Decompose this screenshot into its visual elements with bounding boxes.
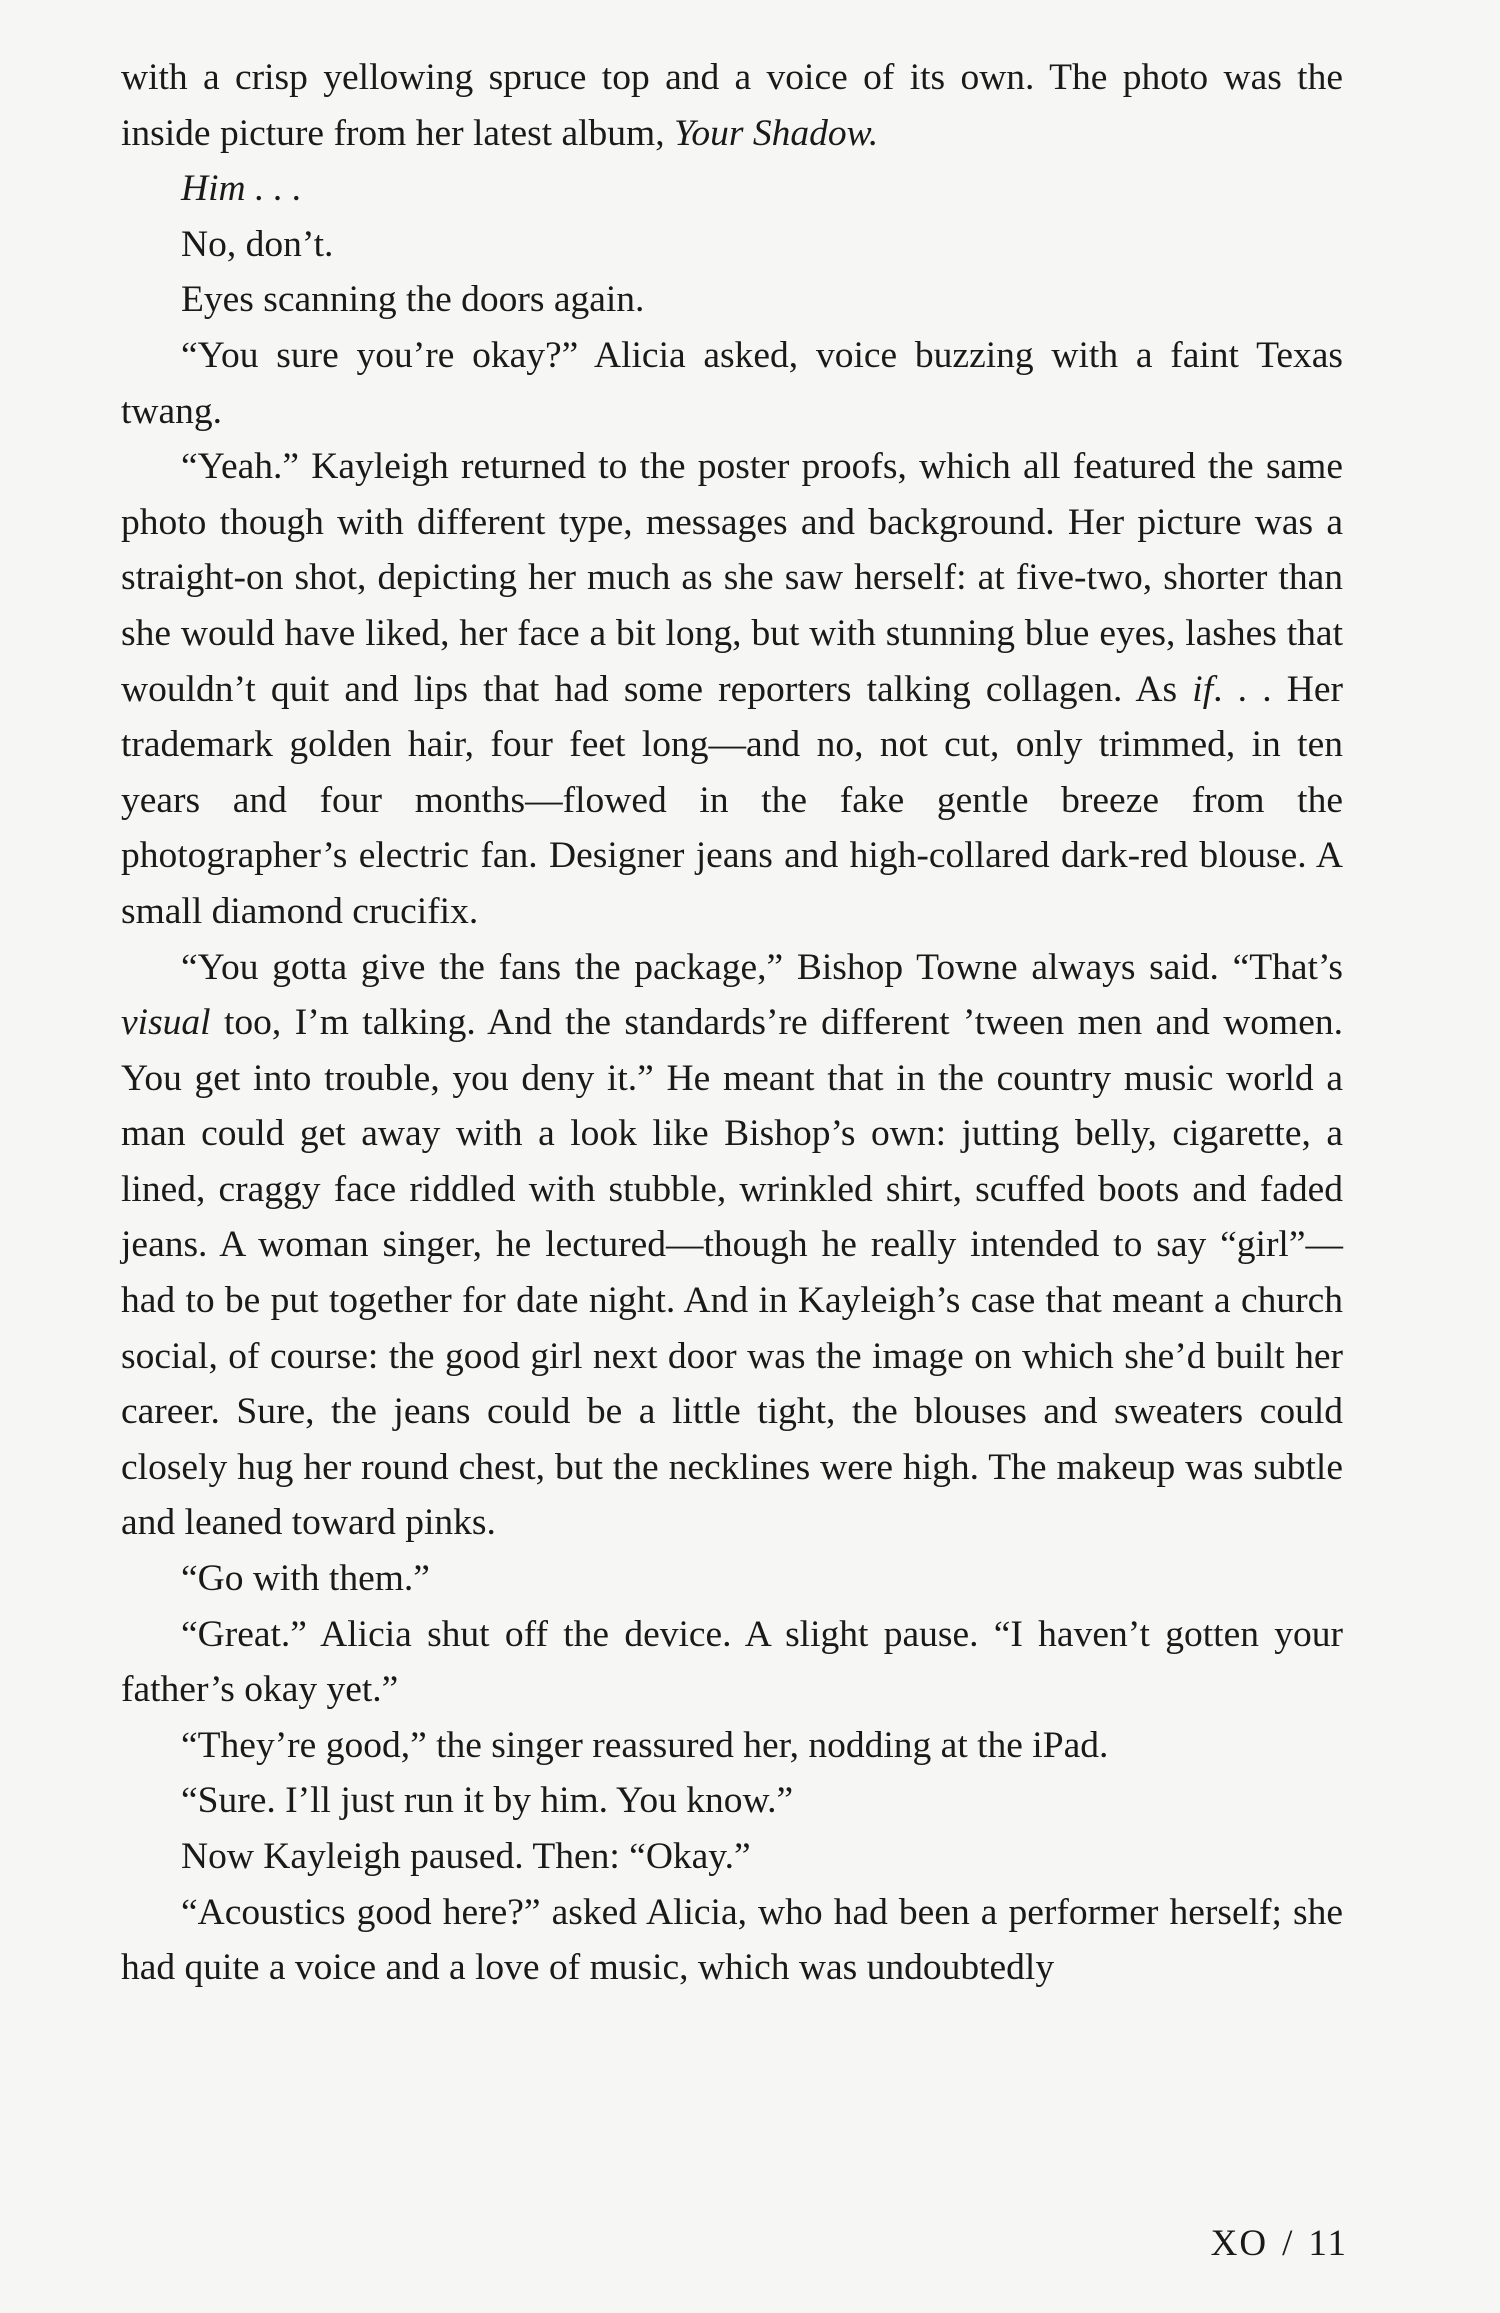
paragraph xyxy=(121,1551,1343,1607)
italic-text: Your Shadow. xyxy=(673,112,879,154)
footer-separator: / xyxy=(1282,2223,1295,2264)
text-run: “Sure. I’ll just run it by him. You know.” xyxy=(181,1780,794,1822)
italic-text: visual xyxy=(121,1002,211,1044)
paragraph xyxy=(121,217,1343,273)
text-run: too, I’m talking. And the standards’re different ’tween men and women. You get into trouble, you deny it.” He meant that in the country music world a man could get away with a look like Bishop’s own: jutting belly, cigarette, a lined, craggy face riddled with stubble, wrinkled shirt, scuffed boots and faded jeans. A woman singer, he lectured—though he really intended to say “girl”—had to be put together for date night. And in Kayleigh’s case that meant a church social, of course: the good girl next door was the image on which she’d built her career. Sure, the jeans could be a little tight, the blouses and sweaters could closely hug her round chest, but the necklines were high. The makeup was subtle and leaned toward pinks. xyxy=(121,1002,1343,1544)
paragraph xyxy=(121,1885,1343,1996)
text-run: “You sure you’re okay?” Alicia asked, voice buzzing with a faint Texas twang. xyxy=(121,334,1343,432)
running-head: XO xyxy=(1210,2223,1269,2264)
italic-text: Him . . . xyxy=(181,168,302,210)
paragraph xyxy=(121,439,1343,939)
paragraph xyxy=(121,1829,1343,1885)
paragraph xyxy=(121,328,1343,439)
text-run: “You gotta give the fans the package,” Bishop Towne always said. “That’s xyxy=(181,946,1343,988)
book-page-text xyxy=(121,50,1343,1996)
italic-text: if xyxy=(1192,668,1214,710)
paragraph xyxy=(121,272,1343,328)
text-run: with a crisp yellowing spruce top and a voice of its own. The photo was the inside picture from her latest album, xyxy=(121,57,1343,154)
paragraph xyxy=(121,1773,1343,1829)
paragraph xyxy=(121,50,1343,161)
paragraph xyxy=(121,1718,1343,1774)
text-run: “Yeah.” Kayleigh returned to the poster proofs, which all featured the same photo though with different type, messages and background. Her picture was a straight-on shot, depicting her much as she saw herself: at five-two, shorter than she would have liked, her face a bit long, but with stunning blue eyes, lashes that wouldn’t quit and lips that had some reporters talking collagen. As xyxy=(121,446,1343,710)
page-number: 11 xyxy=(1308,2223,1348,2264)
text-run: “They’re good,” the singer reassured her, nodding at the iPad. xyxy=(181,1724,1109,1766)
text-run: “Great.” Alicia shut off the device. A slight pause. “I haven’t gotten your father’s okay yet.” xyxy=(121,1613,1343,1711)
page-footer xyxy=(1211,2222,1348,2265)
text-run: . . . Her trademark golden hair, four feet long—and no, not cut, only trimmed, in ten years and four months—flowed in the fake gentle breeze from the photographer’s electric fan. Designer jeans and high-collared dark-red blouse. A small diamond crucifix. xyxy=(121,668,1343,932)
text-run: Eyes scanning the doors again. xyxy=(181,279,645,321)
paragraph xyxy=(121,161,1343,217)
text-run: Now Kayleigh paused. Then: “Okay.” xyxy=(181,1836,751,1877)
text-run: “Go with them.” xyxy=(181,1558,430,1600)
paragraph xyxy=(121,1607,1343,1718)
text-run: “Acoustics good here?” asked Alicia, who had been a performer herself; she had quite a voice and a love of music, which was undoubtedly xyxy=(121,1891,1343,1989)
paragraph xyxy=(121,940,1343,1552)
text-run: No, don’t. xyxy=(181,223,334,265)
